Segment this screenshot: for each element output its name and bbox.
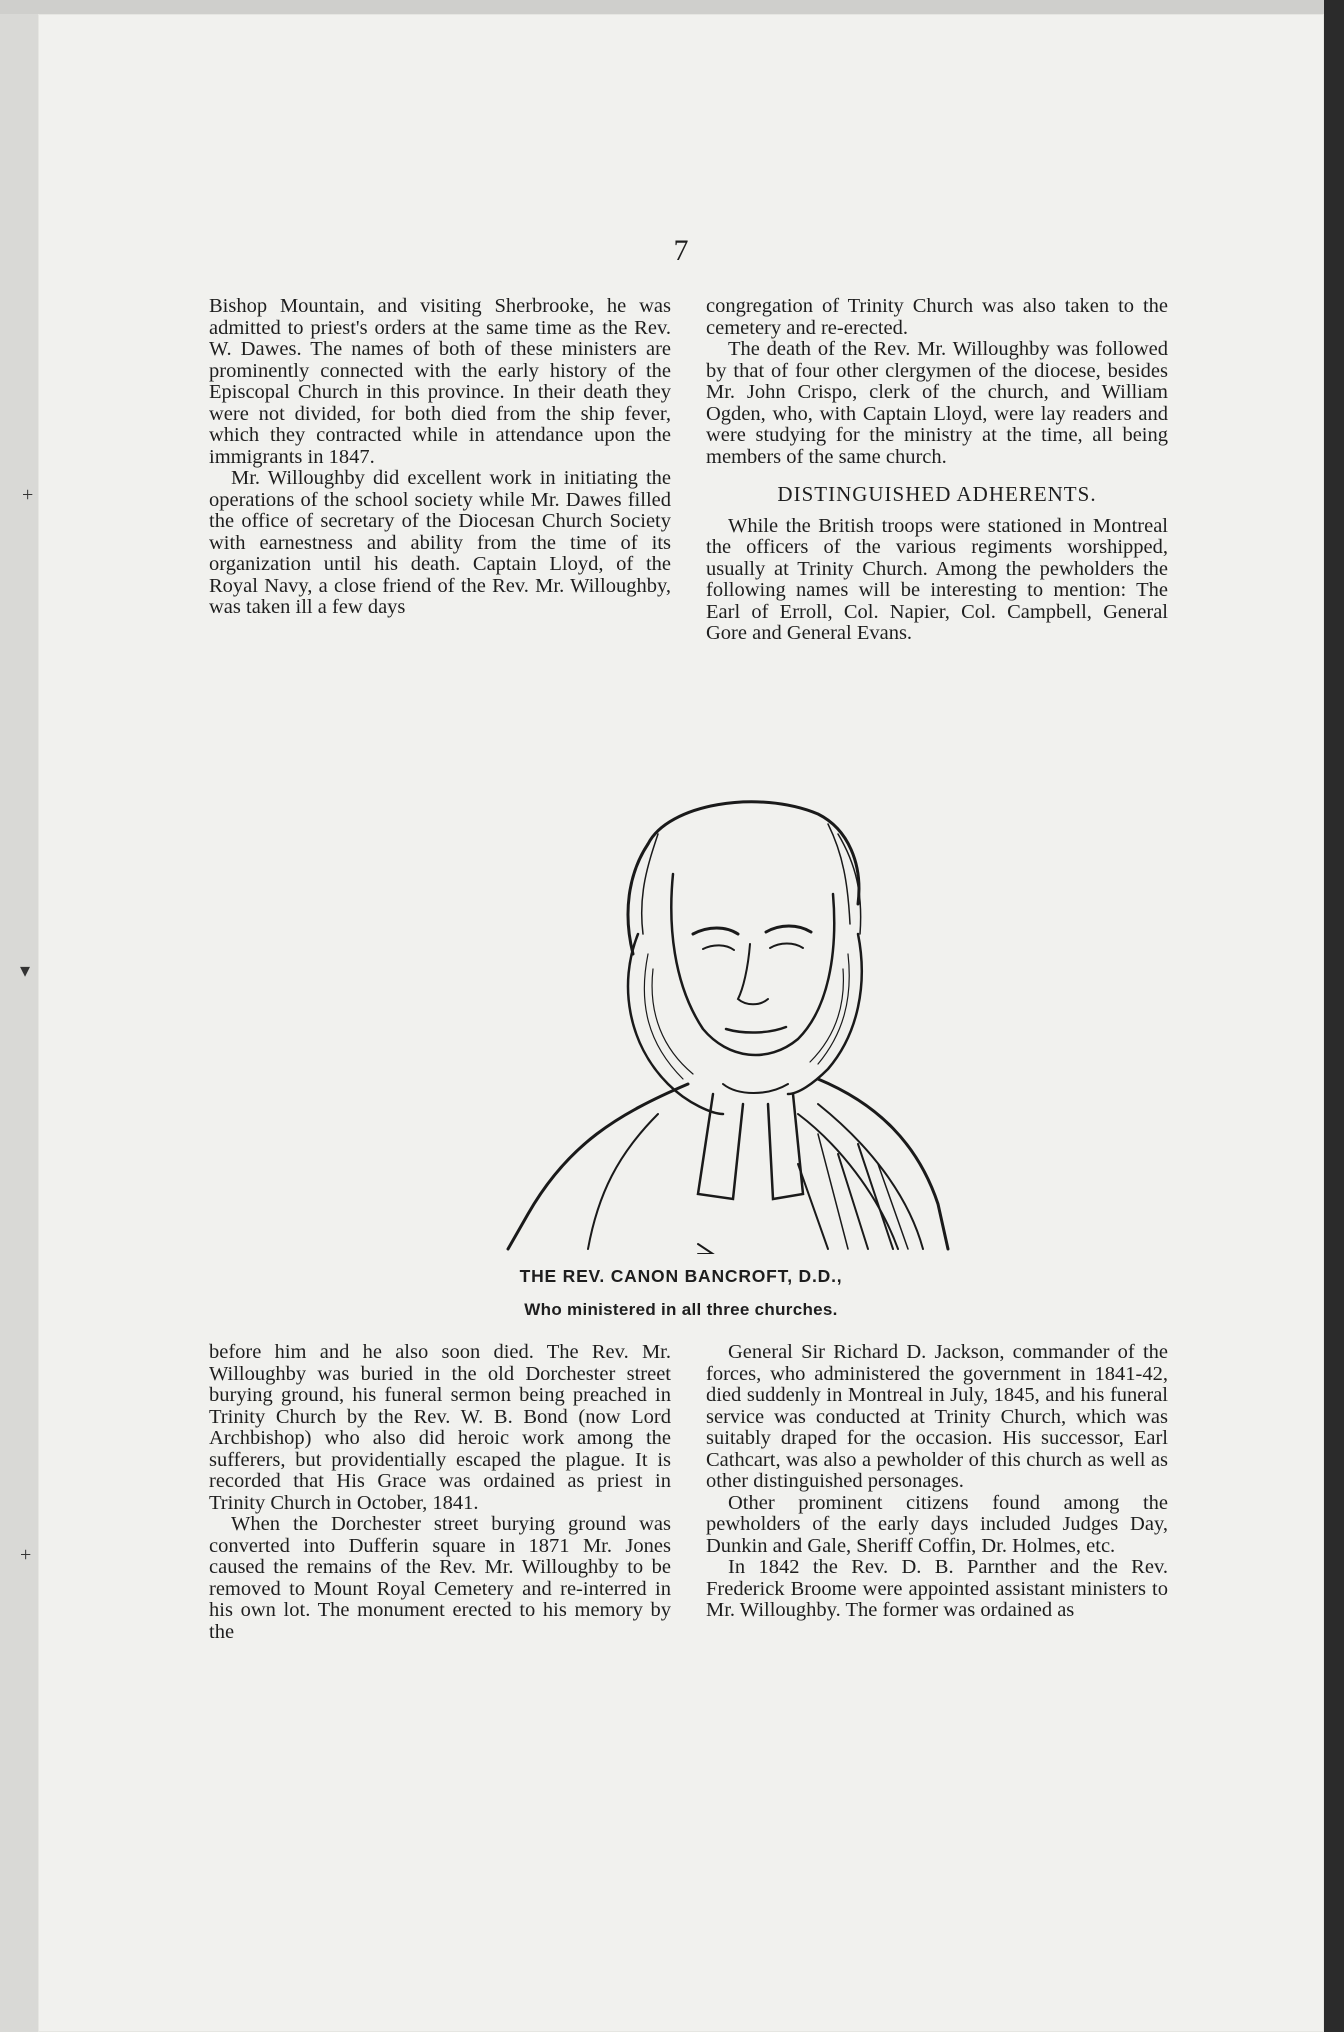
column-4 bbox=[706, 1342, 1168, 1622]
paragraph: Bishop Mountain, and visiting Sherbrooke, he was admitted to priest's orders at the same time as the Rev. W. Dawes. The names of both of these ministers are prominently connected with the early history of the Episcopal Church in this province. In their death they were not divided, for both died from the ship fever, which they contracted while in attendance upon the immigrants in 1847. bbox=[209, 295, 671, 468]
binding-mark: + bbox=[20, 1544, 32, 1566]
paragraph: When the Dorchester street burying ground was converted into Dufferin square in 1871 Mr. Jones caused the remains of the Rev. Mr. Willoughby to be removed to Mount Royal Cemetery and re-interred in his own lot. The monument erected to his memory by the bbox=[209, 1513, 671, 1643]
paragraph: before him and he also soon died. The Rev. Mr. Willoughby was buried in the old Dorchester street burying ground, his funeral sermon being preached in Trinity Church by the Rev. W. B. Bond (now Lord Archbishop) who also did heroic work among the sufferers, but providentially escaped the plague. It is recorded that His Grace was ordained as priest in Trinity Church in October, 1841. bbox=[209, 1341, 671, 1514]
paragraph: General Sir Richard D. Jackson, commander of the forces, who administered the government in 1841-42, died suddenly in Montreal in July, 1845, and his funeral service was conducted at Trinity Church, which was suitably draped for the occasion. His successor, Earl Cathcart, was also a pewholder of this church as well as other distinguished personages. bbox=[706, 1341, 1168, 1492]
paragraph: In 1842 the Rev. D. B. Parnther and the Rev. Frederick Broome were appointed assistant ministers to Mr. Willoughby. The former was ordained as bbox=[706, 1556, 1168, 1621]
paragraph: congregation of Trinity Church was also taken to the cemetery and re-erected. bbox=[706, 295, 1168, 339]
book-page bbox=[20, 14, 1324, 2032]
column-3 bbox=[209, 1342, 671, 1643]
scan-right-edge bbox=[1324, 0, 1344, 2032]
portrait-engraving bbox=[498, 784, 978, 1254]
scan-top-edge bbox=[0, 0, 1344, 14]
column-1 bbox=[209, 296, 671, 619]
page-number: 7 bbox=[673, 234, 689, 267]
paragraph: Other prominent citizens found among the pewholders of the early days included Judges Day, Dunkin and Gale, Sheriff Coffin, Dr. Holmes, etc. bbox=[706, 1491, 1168, 1557]
portrait-caption: THE REV. CANON BANCROFT, D.D., bbox=[519, 1266, 843, 1286]
portrait-subcaption: Who ministered in all three churches. bbox=[524, 1300, 838, 1319]
paragraph: While the British troops were stationed in Montreal the officers of the various regiments worshipped, usually at Trinity Church. Among the pewholders the following names will be interesting to mention: The Earl of Erroll, Col. Napier, Col. Campbell, General Gore and General Evans. bbox=[706, 514, 1168, 644]
paragraph: The death of the Rev. Mr. Willoughby was followed by that of four other clergymen of the diocese, besides Mr. John Crispo, clerk of the church, and William Ogden, who, with Captain Lloyd, were lay readers and were studying for the ministry at the time, all being members of the same church. bbox=[706, 338, 1168, 468]
paragraph: Mr. Willoughby did excellent work in initiating the operations of the school society while Mr. Dawes filled the office of secretary of the Diocesan Church Society with earnestness and ability from the time of its organization until his death. Captain Lloyd, of the Royal Navy, a close friend of the Rev. Mr. Willoughby, was taken ill a few days bbox=[209, 467, 671, 618]
binding-mark: + bbox=[22, 484, 34, 506]
column-2 bbox=[706, 296, 1168, 645]
section-heading: DISTINGUISHED ADHERENTS. bbox=[777, 482, 1097, 506]
binding-mark: ▾ bbox=[20, 960, 31, 982]
